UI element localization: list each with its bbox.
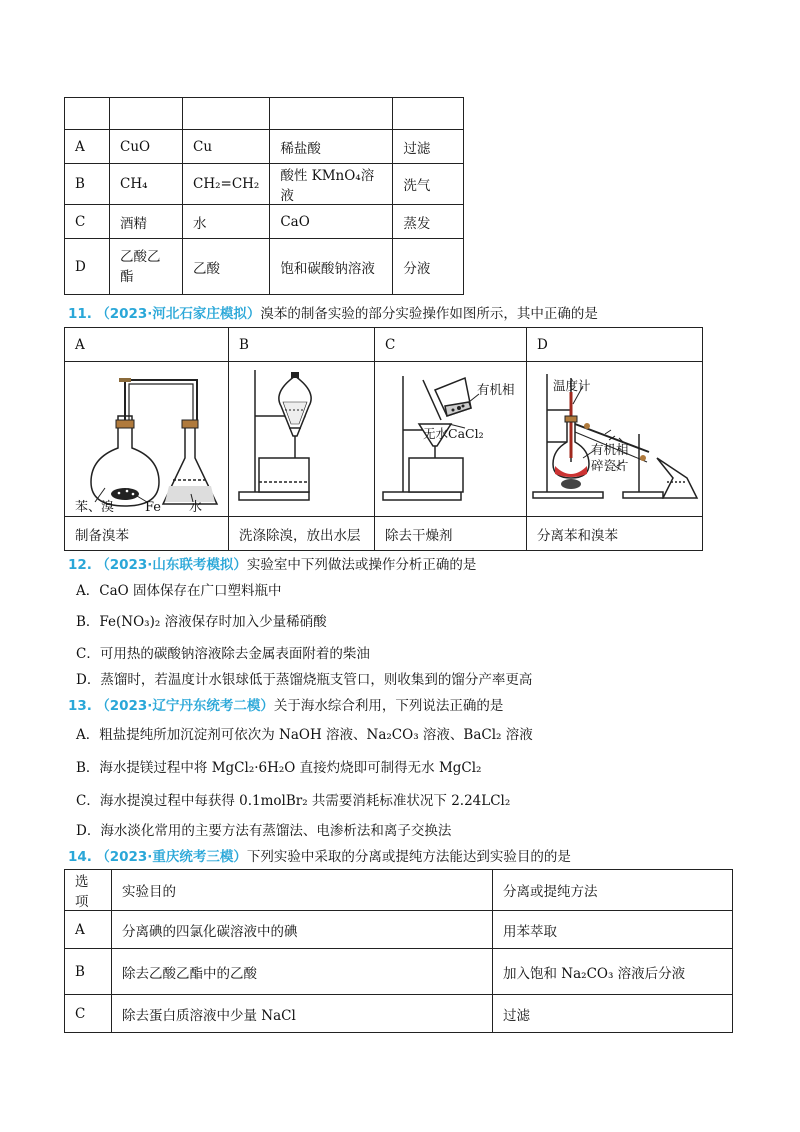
question-source: （2023·河北石家庄模拟） xyxy=(96,306,261,322)
question-number: 13. xyxy=(68,698,92,714)
option-b: B．海水提镁过程中将 MgCl₂·6H₂O 直接灼烧即可制得无水 MgCl₂ xyxy=(76,760,482,776)
table-row xyxy=(65,870,733,911)
question-source: （2023·重庆统考三模） xyxy=(96,849,247,865)
option-label: A xyxy=(65,328,229,362)
option-d: D．蒸馏时，若温度计水银球低于蒸馏烧瓶支管口，则收集到的馏分产率更高 xyxy=(76,672,533,688)
table-cell: 乙酸 xyxy=(183,239,270,295)
table-row xyxy=(65,205,464,239)
apparatus-a-figure xyxy=(65,362,228,512)
label-organic-phase: 有机相 xyxy=(477,382,515,397)
table-cell xyxy=(183,98,270,130)
caption-cell: 分离苯和溴苯 xyxy=(527,517,703,551)
table-header: 分离或提纯方法 xyxy=(493,870,733,911)
caption-cell: 制备溴苯 xyxy=(65,517,229,551)
table-cell: 过滤 xyxy=(393,130,464,164)
table-cell: 分液 xyxy=(393,239,464,295)
apparatus-d-figure xyxy=(527,362,702,512)
figure-cell-b xyxy=(229,362,375,517)
table-row xyxy=(65,517,703,551)
table-cell: Cu xyxy=(183,130,270,164)
label-fe: Fe xyxy=(145,500,162,512)
label-water: 水 xyxy=(189,500,203,512)
table-cell: 乙酸乙酯 xyxy=(110,239,183,295)
question-number: 11. xyxy=(68,306,92,322)
table-row xyxy=(65,98,464,130)
table-cell: B xyxy=(65,164,110,205)
apparatus-c-figure xyxy=(375,362,526,512)
table-cell: 用苯萃取 xyxy=(493,911,733,949)
table-cell: 分离碘的四氯化碳溶液中的碘 xyxy=(112,911,493,949)
question-source: （2023·辽宁丹东统考二模） xyxy=(96,698,274,714)
option-a: A．粗盐提纯所加沉淀剂可依次为 NaOH 溶液、Na₂CO₃ 溶液、BaCl₂ 溶液 xyxy=(76,727,533,743)
q11-heading xyxy=(68,302,598,322)
table-cell: CuO xyxy=(110,130,183,164)
table-cell: 洗气 xyxy=(393,164,464,205)
table-row xyxy=(65,911,733,949)
q12-heading xyxy=(68,553,476,573)
table-cell xyxy=(110,98,183,130)
option-b: B．Fe(NO₃)₂ 溶液保存时加入少量稀硝酸 xyxy=(76,614,327,630)
table-cell: 酒精 xyxy=(110,205,183,239)
table-cell: A xyxy=(65,911,112,949)
option-a: A．CaO 固体保存在广口塑料瓶中 xyxy=(76,583,282,599)
option-c: C．海水提溴过程中每获得 0.1molBr₂ 共需要消耗标准状况下 2.24LCl₂ xyxy=(76,793,511,809)
figure-cell-a xyxy=(65,362,229,517)
question-number: 12. xyxy=(68,557,92,573)
table-cell: 过滤 xyxy=(493,995,733,1033)
question-number: 14. xyxy=(68,849,92,865)
label-benzene-bromine: 苯、溴 xyxy=(75,500,115,512)
question-stem: 关于海水综合利用，下列说法正确的是 xyxy=(273,698,504,714)
table-cell: C xyxy=(65,205,110,239)
q14-table xyxy=(64,869,733,1033)
q13-heading xyxy=(68,694,503,714)
table-cell xyxy=(270,98,393,130)
table-row xyxy=(65,239,464,295)
table-row xyxy=(65,362,703,517)
label-organic-phase-d: 有机相 xyxy=(591,442,629,457)
apparatus-b-figure xyxy=(229,362,374,512)
table-row xyxy=(65,949,733,995)
table-header: 选项 xyxy=(65,870,112,911)
q14-heading xyxy=(68,845,571,865)
q10-table xyxy=(64,97,464,295)
table-header: 实验目的 xyxy=(112,870,493,911)
table-cell: CH₄ xyxy=(110,164,183,205)
table-cell: CH₂=CH₂ xyxy=(183,164,270,205)
option-d: D．海水淡化常用的主要方法有蒸馏法、电渗析法和离子交换法 xyxy=(76,823,452,839)
question-stem: 溴苯的制备实验的部分实验操作如图所示，其中正确的是 xyxy=(260,306,598,322)
option-label: C xyxy=(375,328,527,362)
figure-cell-d xyxy=(527,362,703,517)
label-boiling-chips: 碎瓷片 xyxy=(591,458,629,473)
table-cell: 加入饱和 Na₂CO₃ 溶液后分液 xyxy=(493,949,733,995)
table-cell: D xyxy=(65,239,110,295)
table-cell: C xyxy=(65,995,112,1033)
label-cacl2: 无水CaCl₂ xyxy=(423,426,484,441)
table-cell: 除去蛋白质溶液中少量 NaCl xyxy=(112,995,493,1033)
option-c: C．可用热的碳酸钠溶液除去金属表面附着的柴油 xyxy=(76,646,370,662)
figure-cell-c xyxy=(375,362,527,517)
table-cell xyxy=(65,98,110,130)
table-cell: A xyxy=(65,130,110,164)
option-label: D xyxy=(527,328,703,362)
table-cell: 水 xyxy=(183,205,270,239)
table-cell: 饱和碳酸钠溶液 xyxy=(270,239,393,295)
table-cell: 稀盐酸 xyxy=(270,130,393,164)
table-cell: B xyxy=(65,949,112,995)
label-thermometer: 温度计 xyxy=(553,378,591,393)
question-source: （2023·山东联考模拟） xyxy=(96,557,247,573)
option-label: B xyxy=(229,328,375,362)
table-row xyxy=(65,164,464,205)
q11-table xyxy=(64,327,703,551)
table-row xyxy=(65,130,464,164)
table-cell: 除去乙酸乙酯中的乙酸 xyxy=(112,949,493,995)
table-row xyxy=(65,328,703,362)
question-stem: 实验室中下列做法或操作分析正确的是 xyxy=(246,557,477,573)
table-cell: 蒸发 xyxy=(393,205,464,239)
table-cell xyxy=(393,98,464,130)
caption-cell: 除去干燥剂 xyxy=(375,517,527,551)
caption-cell: 洗涤除溴，放出水层 xyxy=(229,517,375,551)
table-cell: 酸性 KMnO₄溶液 xyxy=(270,164,393,205)
table-row xyxy=(65,995,733,1033)
question-stem: 下列实验中采取的分离或提纯方法能达到实验目的的是 xyxy=(246,849,571,865)
table-cell: CaO xyxy=(270,205,393,239)
